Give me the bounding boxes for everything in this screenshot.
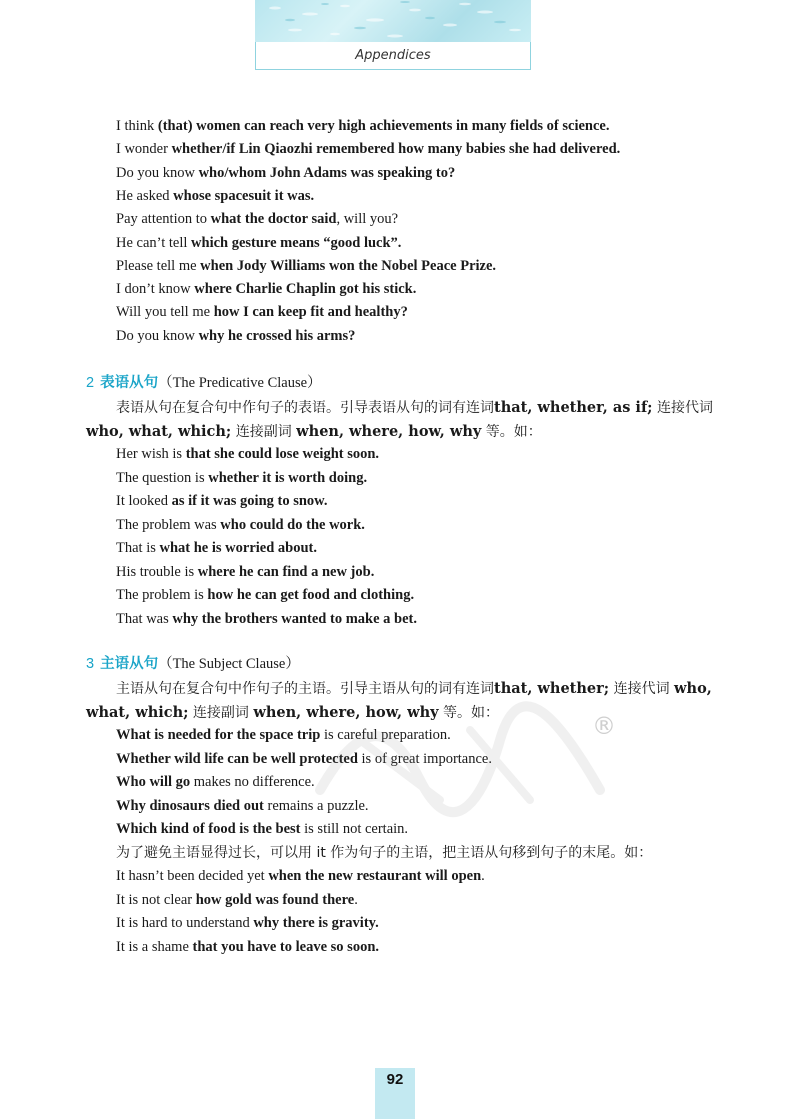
page-number: 92: [386, 1071, 404, 1088]
sentence-text: He can’t tell: [116, 234, 192, 251]
example-sentence: [116, 234, 401, 252]
sentence-text: .: [481, 868, 485, 884]
clause-highlight: whether it is worth doing.: [208, 469, 368, 486]
section-heading-subject: [86, 655, 300, 673]
sentence-text: I think: [116, 118, 158, 134]
sentence-text: Do you know: [116, 327, 199, 344]
example-sentence: [116, 303, 408, 321]
sentence-text: I don’t know: [116, 281, 195, 298]
clause-highlight: which gesture means “good luck”.: [191, 234, 402, 251]
example-sentence: [116, 750, 492, 768]
clause-highlight: when Jody Williams won the Nobel Peace Prize.: [200, 257, 497, 274]
clause-highlight: who/whom John Adams was speaking to?: [198, 164, 456, 181]
clause-highlight: why there is gravity.: [253, 915, 379, 931]
example-sentence: [116, 586, 414, 604]
intro-text: 连接代词: [609, 681, 675, 697]
intro-text: 表语从句在复合句中作句子的表语。引导表语从句的词有连词: [116, 400, 494, 416]
keyword-list: when, where, how, why: [296, 423, 482, 440]
clause-highlight: how he can get food and clothing.: [207, 587, 415, 603]
keyword-list: who, what, which;: [86, 680, 712, 721]
example-sentence: [116, 327, 355, 345]
sentence-text: remains a puzzle.: [263, 797, 369, 814]
section-title-en: （The Subject Clause）: [158, 656, 300, 672]
sentence-text: It is hard to understand: [116, 915, 254, 931]
header-decorative-band: [255, 0, 531, 42]
running-header-title: Appendices: [255, 42, 531, 70]
registered-mark-icon: ®: [592, 712, 616, 740]
sentence-text: Please tell me: [116, 257, 201, 274]
intro-text: 连接代词: [652, 400, 713, 416]
sentence-text: That is: [116, 540, 160, 556]
intro-text: 连接副词: [231, 424, 297, 440]
example-sentence: [116, 563, 374, 581]
clause-highlight: as if it was going to snow.: [171, 493, 328, 509]
clause-highlight: how I can keep fit and healthy?: [213, 304, 408, 321]
section-title-cn: 表语从句: [100, 375, 159, 391]
example-sentence: [116, 140, 620, 158]
sentence-text: It hasn’t been decided yet: [116, 868, 269, 884]
clause-highlight: where he can find a new job.: [197, 563, 375, 580]
clause-highlight: that she could lose weight soon.: [185, 446, 380, 462]
intro-text: 主语从句在复合句中作句子的主语。引导主语从句的词有连词: [116, 681, 494, 697]
sentence-text: He asked: [116, 187, 174, 204]
sentence-text: His trouble is: [116, 563, 198, 580]
sentence-text: is of great importance.: [357, 750, 492, 767]
clause-highlight: why he crossed his arms?: [198, 327, 356, 344]
section-number: 3: [86, 656, 95, 672]
example-sentence: [116, 257, 496, 275]
example-sentence: [116, 445, 379, 463]
clause-highlight: whose spacesuit it was.: [173, 187, 315, 204]
intro-text: 等。如：: [481, 424, 542, 440]
example-sentence: [116, 773, 315, 791]
keyword-list: that, whether, as if;: [494, 399, 653, 416]
section-title-cn: 主语从句: [100, 656, 159, 672]
example-sentence: [116, 867, 485, 885]
example-sentence: [116, 469, 367, 487]
section-number: 2: [86, 375, 95, 391]
clause-highlight: whether/if Lin Qiaozhi remembered how many babies she had delivered.: [171, 141, 621, 158]
clause-highlight: where Charlie Chaplin got his stick.: [194, 281, 417, 298]
example-sentence: [116, 726, 451, 744]
example-sentence: [116, 844, 652, 862]
example-sentence: [116, 516, 365, 534]
sentence-text: is still not certain.: [300, 821, 409, 837]
section-intro-predicative: [86, 396, 716, 444]
section-intro-subject: [86, 677, 716, 725]
sentence-text: The problem was: [116, 516, 221, 533]
clause-highlight: what he is worried about.: [159, 540, 317, 556]
keyword-list: when, where, how, why: [253, 704, 439, 721]
example-sentence: [116, 117, 609, 135]
clause-highlight: Why dinosaurs died out: [116, 797, 264, 814]
sentence-text: That was: [116, 610, 173, 627]
example-sentence: [116, 187, 314, 205]
clause-highlight: Which kind of food is the best: [116, 821, 301, 837]
clause-highlight: that you have to leave so soon.: [192, 938, 380, 955]
sentence-text: , will you?: [336, 211, 399, 228]
example-sentence: [116, 610, 417, 628]
example-sentence: [116, 280, 416, 298]
section-heading-predicative: [86, 374, 322, 392]
example-sentence: [116, 492, 327, 510]
clause-highlight: when the new restaurant will open: [268, 868, 482, 884]
intro-text: 等。如：: [438, 705, 500, 721]
example-sentence: [116, 210, 398, 228]
example-sentence: [116, 797, 369, 815]
example-sentence: [116, 891, 358, 909]
clause-highlight: Who will go: [116, 774, 191, 790]
sentence-text: I wonder: [116, 141, 172, 158]
sentence-text: It is a shame: [116, 938, 193, 955]
sentence-text: Will you tell me: [116, 304, 214, 321]
sentence-text: .: [354, 891, 358, 908]
example-sentence: [116, 164, 455, 182]
example-sentence: [116, 539, 317, 557]
example-sentence: [116, 914, 379, 932]
sentence-text: 为了避免主语显得过长，可以用 it 作为句子的主语，把主语从句移到句子的末尾。如：: [116, 844, 653, 861]
keyword-list: who, what, which;: [86, 423, 232, 440]
clause-highlight: What is needed for the space trip: [116, 727, 321, 743]
intro-text: 连接副词: [188, 705, 254, 721]
sentence-text: The problem is: [116, 587, 208, 603]
clause-highlight: (that) women can reach very high achievements in many fields of science.: [157, 118, 610, 134]
sentence-text: makes no difference.: [190, 774, 315, 790]
sentence-text: is careful preparation.: [320, 727, 451, 743]
sentence-text: It is not clear: [116, 891, 196, 908]
sentence-text: It looked: [116, 493, 172, 509]
page-number-box: [375, 1068, 415, 1119]
clause-highlight: who could do the work.: [220, 516, 365, 533]
example-sentence: [116, 938, 379, 956]
sentence-text: Pay attention to: [116, 211, 211, 228]
example-sentence: [116, 820, 408, 838]
sentence-text: The question is: [116, 469, 209, 486]
keyword-list: that, whether;: [494, 680, 610, 697]
section-title-en: （The Predicative Clause）: [158, 375, 322, 391]
clause-highlight: what the doctor said: [210, 211, 337, 228]
clause-highlight: how gold was found there: [195, 891, 355, 908]
clause-highlight: why the brothers wanted to make a bet.: [172, 610, 417, 627]
sentence-text: Do you know: [116, 164, 199, 181]
sentence-text: Her wish is: [116, 446, 186, 462]
clause-highlight: Whether wild life can be well protected: [116, 750, 358, 767]
